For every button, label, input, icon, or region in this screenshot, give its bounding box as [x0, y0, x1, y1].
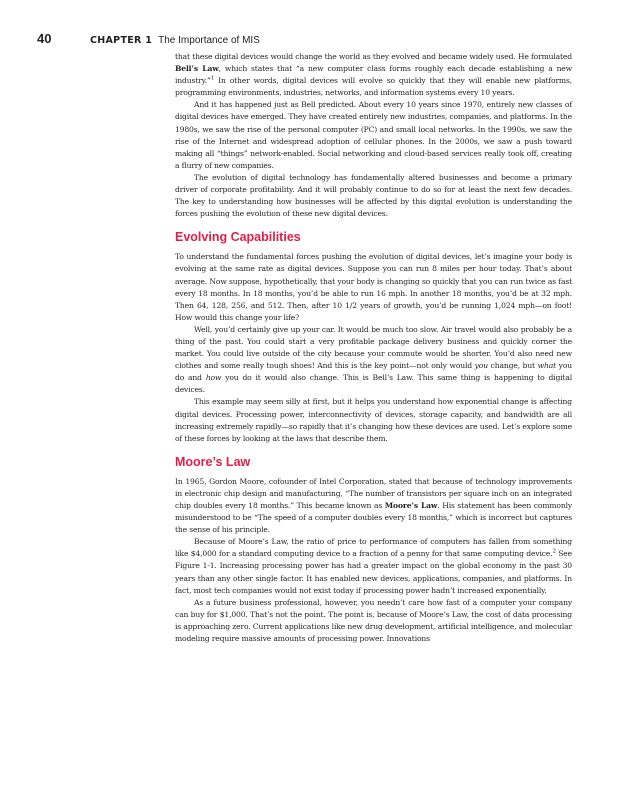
paragraph-moores-law: In 1965, Gordon Moore, cofounder of Intel Corporation, stated that because of technology improvements in electronic chip design and manufacturing, “The number of transistors per square inch on an integrated chip doubles every 18 months.” This became known as Moore’s Law. His statement has been commonly misunderstood to be “The speed of a computer doubles every 18 months,” which is incorrect but captures the sense of his principle. — [175, 476, 572, 535]
footnote-ref-2[interactable]: 2 — [552, 548, 556, 555]
paragraph-bells-law: that these digital devices would change the world as they evolved and became widely used. He formulated Bell’s Law, which states that “a new computer class forms roughly each decade establishing a new industry.”$^1$ In other words, digital devices will evolve so quickly that they will enable new platforms, programming environments, industries, networks, and information systems every 10 years. — [175, 52, 572, 98]
paragraph: Well, you’d certainly give up your car. It would be much too slow. Air travel would also probably be a thing of the past. You could start a very profitable package delivery business and quickly corner the market. You could live outside of the city because your commute would be shorter. You’d also need new clothes and some really tough shoes! And this is the key point—not only would you change, but what you do and how you do it would also change. This is Bell’s Law. This same thing is happening to digital devices. — [175, 324, 572, 395]
paragraph: The evolution of digital technology has fundamentally altered businesses and become a primary driver of corporate profitability. And it will probably continue to do so for at least the next few decades. The key to understanding how businesses will be affected by this digital evolution is understanding the forces pushing the evolution of these new digital devices. — [175, 172, 572, 219]
footnote-ref-1[interactable]: 1 — [210, 75, 215, 82]
paragraph: This example may seem silly at first, but it helps you understand how exponential change is affecting digital devices. Processing power, interconnectivity of devices, storage capacity, and bandwidth are all increasing extremely rapidly—so rapidly that it’s changing how these devices are used. Let’s explore some of these forces by looking at the laws that describe them. — [175, 397, 572, 443]
chapter-title: The Importance of MIS — [158, 35, 260, 46]
section-heading-moores-law: Moore’s Law — [175, 454, 251, 469]
paragraph: Because of Moore’s Law, the ratio of price to performance of computers has fallen from something like $4,000 for a standard computing device to a fraction of a penny for that same computing device.$^2$ See Figure 1-1. Increasing processing power has had a greater impact on the global economy in the past 30 years than any other single factor. It has enabled new devices, applications, companies, and platforms. In fact, most tech companies would not exist today if processing power hadn’t increased exponentially. — [175, 537, 572, 595]
section-heading-evolving-capabilities: Evolving Capabilities — [175, 230, 301, 245]
key-term-bells-law: Bell’s Law — [175, 64, 219, 74]
page-number: 40 — [37, 31, 52, 46]
running-head — [37, 31, 585, 45]
chapter-label: CHAPTER 1 — [90, 35, 153, 46]
key-term-moores-law: Moore’s Law — [384, 501, 438, 510]
paragraph: To understand the fundamental forces pushing the evolution of digital devices, let’s imagine your body is evolving at the same rate as digital devices. Suppose you can run 8 miles per hour today. That’s about average. Now suppose, hypothetically, that your body is changing so quickly that you can run twice as fast every 18 months. In 18 months, you’d be able to run 16 mph. In another 18 months, you’d be at 32 mph. Then 64, 128, 256, and 512. Then, after 10 1/2 years of growth, you’d be running 1,024 mph—on foot! How would this change your life? — [175, 252, 572, 322]
page-body — [175, 51, 572, 645]
paragraph: As a future business professional, however, you needn’t care how fast of a computer your company can buy for $1,000. That’s not the point. The point is, because of Moore’s Law, the cost of data processing is approaching zero. Current applications like new drug development, artificial intelligence, and molecular modeling require massive amounts of processing power. Innovations — [175, 597, 572, 644]
paragraph: And it has happened just as Bell predicted. About every 10 years since 1970, entirely new classes of digital devices have emerged. They have created entirely new industries, companies, and platforms. In the 1980s, we saw the rise of the personal computer (PC) and small local networks. In the 1990s, we saw the rise of the Internet and widespread adoption of cellular phones. In the 2000s, we saw a push toward making all “things” network-enabled. Social networking and cloud-based services really took off, creating a flurry of new companies. — [175, 100, 572, 170]
